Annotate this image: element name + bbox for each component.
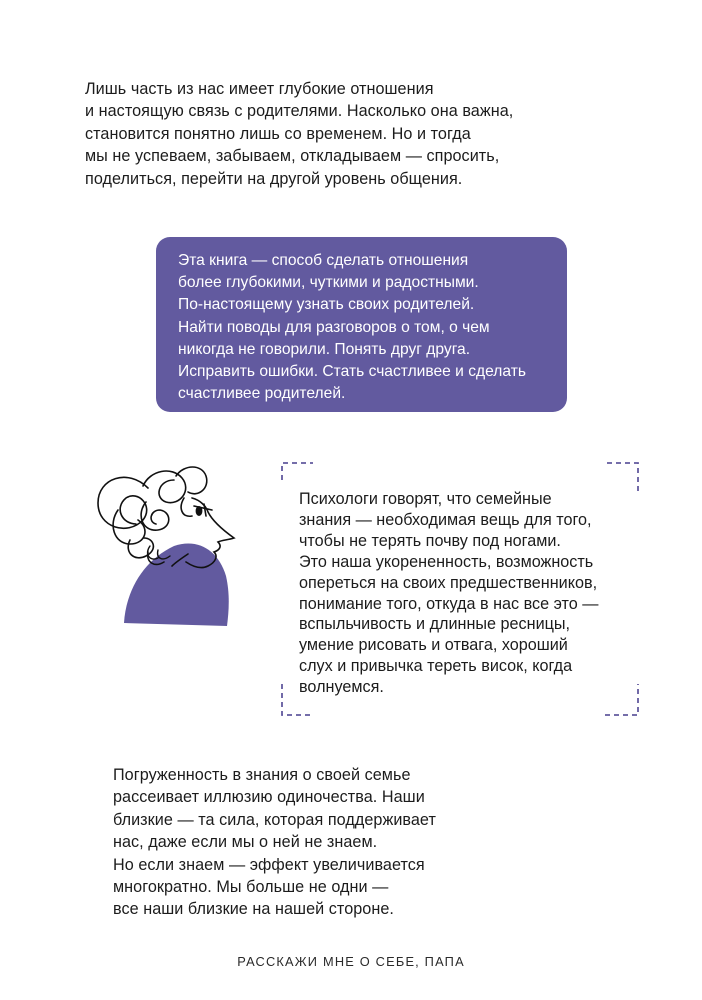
- closing-paragraph: Погруженность в знания о своей семье рассеивает иллюзию одиночества. Наши близкие — та сила, которая поддерживает нас, даже если мы о ней не знаем. Но если знаем — эффект увеличивается многократно. Мы больше не одни — все наши близкие на нашей стороне.: [113, 766, 436, 919]
- running-footer: РАССКАЖИ МНЕ О СЕБЕ, ПАПА: [237, 954, 465, 969]
- eye-mark: [196, 506, 203, 516]
- quote-frame: [281, 462, 639, 716]
- highlight-callout-box: [156, 237, 567, 412]
- shoulders-shape: [124, 544, 229, 626]
- portrait-illustration: [88, 458, 238, 638]
- callout-text: Эта книга — способ сделать отношения более глубокими, чуткими и радостными. По-настоящему узнать своих родителей. Найти поводы для разговоров о том, о чем никогда не говорили. Понять друг друга. Исправить ошибки. Стать счастливее и сделать счастливее родителей.: [178, 252, 526, 403]
- quote-text: Психологи говорят, что семейные знания — необходимая вещь для того, чтобы не терять почву под ногами. Это наша укорененность, возможность опереться на своих предшественников, понимание того, откуда в нас все это — вспыльчивость и длинные ресницы, умение рисовать и отвага, хороший слух и привычка тереть висок, когда волнуемся.: [299, 490, 599, 697]
- intro-paragraph: Лишь часть из нас имеет глубокие отношения и настоящую связь с родителями. Насколько она важна, становится понятно лишь со временем. Но и тогда мы не успеваем, забываем, откладываем — спросить, поделиться, перейти на другой уровень общения.: [85, 80, 514, 188]
